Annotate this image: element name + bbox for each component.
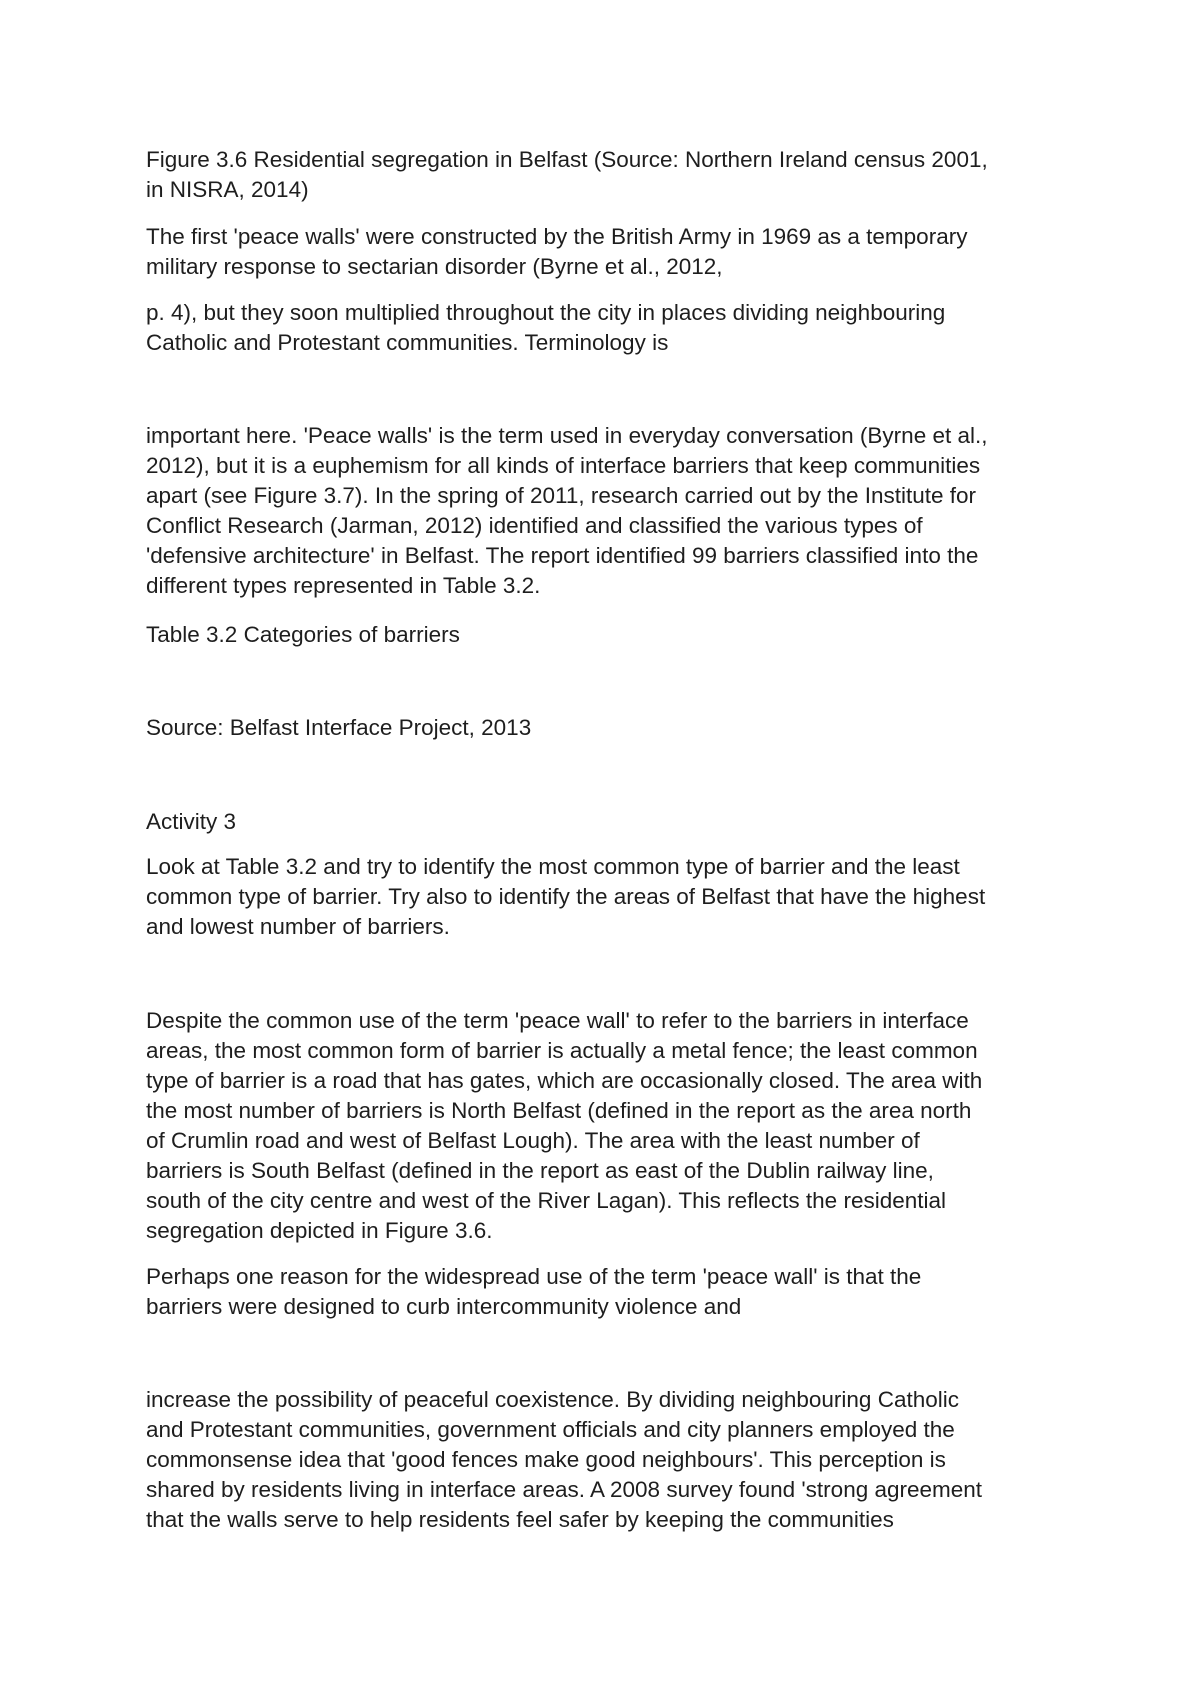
paragraph-answer: Despite the common use of the term 'peace wall' to refer to the barriers in interface areas, the most common form of barrier is actually a metal fence; the least common type of barrier is a road that has gates, which are occasionally closed. The area with the most number of barriers is North Belfast (defined in the report as the area north of Crumlin road and west of Belfast Lough). The area with the least number of barriers is South Belfast (defined in the report as east of the Dublin railway line, south of the city centre and west of the River Lagan). This reflects the residential segregation depicted in Figure 3.6. <box>146 1008 983 1243</box>
table-source: Source: Belfast Interface Project, 2013 <box>146 715 532 740</box>
paragraph-coexistence: increase the possibility of peaceful coexistence. By dividing neighbouring Catholic and Protestant communities, government officials and city planners employed the commonsense idea that 'good fences make good neighbours'. This perception is shared by residents living in interface areas. A 2008 survey found 'strong agreement that the walls serve to help residents feel safer by keeping the communities <box>146 1387 983 1532</box>
figure-caption: Figure 3.6 Residential segregation in Belfast (Source: Northern Ireland census 2001, in NISRA, 2014) <box>146 147 988 202</box>
activity-instructions: Look at Table 3.2 and try to identify the most common type of barrier and the least common type of barrier. Try also to identify the areas of Belfast that have the highest and lowest number of barriers. <box>146 854 986 939</box>
paragraph-terminology: important here. 'Peace walls' is the term used in everyday conversation (Byrne et al., 2012), but it is a euphemism for all kinds of interface barriers that keep communities apart (see Figure 3.7). In the spring of 2011, research carried out by the Institute for Conflict Research (Jarman, 2012) identified and classified the various types of 'defensive architecture' in Belfast. The report identified 99 barriers classified into the different types represented in Table 3.2. <box>146 423 988 598</box>
paragraph-peace-walls-continued: p. 4), but they soon multiplied throughout the city in places dividing neighbouring Catholic and Protestant communities. Terminology is <box>146 300 946 355</box>
paragraph-peace-walls-intro: The first 'peace walls' were constructed by the British Army in 1969 as a temporary military response to sectarian disorder (Byrne et al., 2012, <box>146 224 968 279</box>
paragraph-peace-wall-reason: Perhaps one reason for the widespread use of the term 'peace wall' is that the barriers were designed to curb intercommunity violence and <box>146 1264 922 1319</box>
activity-heading: Activity 3 <box>146 809 237 834</box>
table-caption: Table 3.2 Categories of barriers <box>146 622 460 647</box>
